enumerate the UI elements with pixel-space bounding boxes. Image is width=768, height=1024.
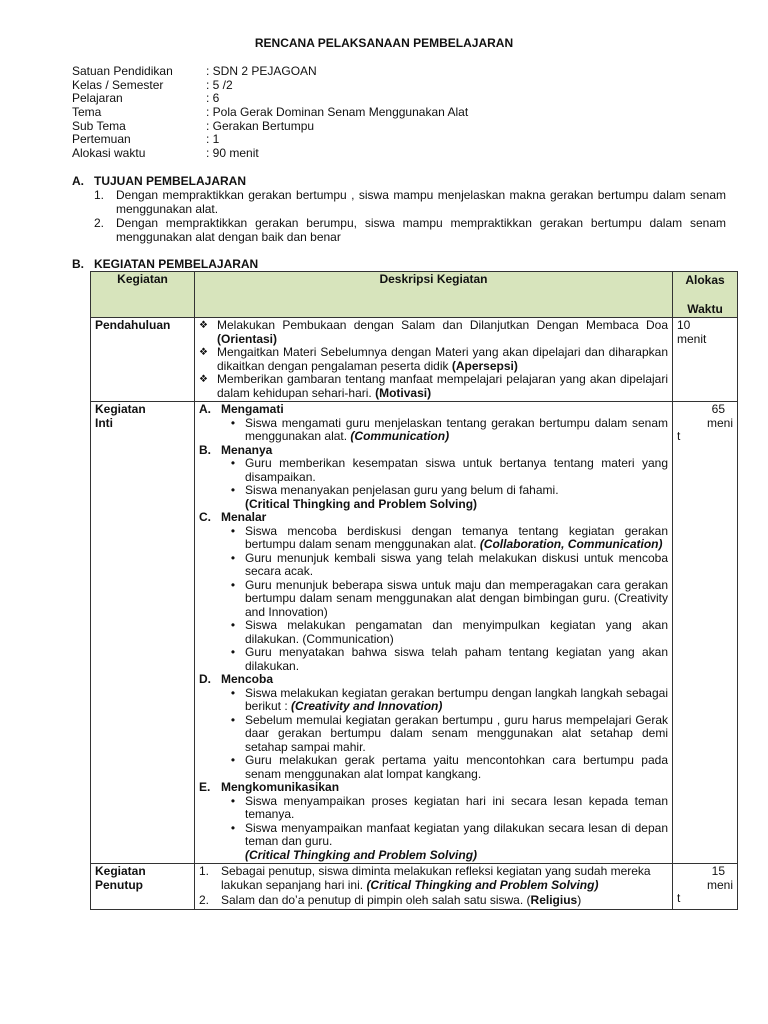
diamond-bullet-icon: ❖ [199, 347, 208, 358]
col-header-deskripsi: Deskripsi Kegiatan [195, 272, 673, 318]
goal-item: 2. Dengan mempraktikkan gerakan berumpu, siswa mampu mempraktikkan gerakan bertumpu dalam senam menggunakan alat dengan baik dan benar [94, 216, 726, 244]
list-item: • Guru menunjuk kembali siswa yang telah melakukan diskusi untuk mencoba secara acak. [230, 550, 668, 578]
step-heading: B. Menanya [199, 442, 273, 457]
phase-time: 15 meni t [673, 864, 738, 910]
list-item: • Sebelum memulai kegiatan gerakan bertumpu , guru harus mempelajari Gerak daar gerakan bertumpu dalam senam menggunakan alat setahap demi setahap sampai mahir. [230, 712, 668, 754]
phase-label: Kegiatan Inti [91, 402, 195, 864]
list-item: ❖ Melakukan Pembukaan dengan Salam dan Dilanjutkan Dengan Membaca Doa (Orientasi) [199, 318, 668, 346]
phase-time: 10 menit [673, 318, 738, 402]
activities-table [90, 271, 738, 910]
phase-label: Kegiatan Penutup [91, 864, 195, 910]
step-heading: C. Menalar [199, 510, 267, 524]
list-item: • Siswa melakukan pengamatan dan menyimpulkan kegiatan yang akan dilakukan. (Communication) [230, 618, 668, 646]
list-item: • Siswa mencoba berdiskusi dengan temanya tentang kegiatan gerakan bertumpu dalam senam menggunakan alat. (Collaboration, Communication) [230, 523, 668, 551]
meta-row-theme: Tema : Pola Gerak Dominan Senam Menggunakan Alat [72, 105, 469, 120]
diamond-bullet-icon: ❖ [199, 320, 208, 331]
step-heading: A. Mengamati [199, 402, 284, 416]
list-item: • Siswa menanyakan penjelasan guru yang belum di fahami. [230, 483, 559, 497]
meta-row-meeting: Pertemuan : 1 [72, 132, 220, 147]
phase-description [195, 402, 673, 864]
col-header-kegiatan: Kegiatan [91, 272, 195, 318]
table-row [91, 318, 738, 402]
table-row [91, 402, 738, 864]
col-header-waktu: Alokas Waktu [673, 272, 738, 318]
phase-description [195, 318, 673, 402]
phase-description [195, 864, 673, 910]
step-note: (Critical Thingking and Problem Solving) [245, 847, 478, 862]
document-meta [72, 65, 468, 161]
table-row [91, 864, 738, 910]
list-item: ❖ Memberikan gambaran tentang manfaat mempelajari pelajaran yang akan dipelajari dalam kehidupan sehari-hari. (Motivasi) [199, 372, 668, 400]
step-heading: E. Mengkomunikasikan [199, 780, 340, 794]
phase-label: Pendahuluan [91, 318, 195, 402]
list-item: 1. Sebagai penutup, siswa diminta melakukan refleksi kegiatan yang sudah mereka lakukan sepanjang hari ini. (Critical Thingking and Problem Solving) [199, 864, 651, 892]
list-item: ❖ Mengaitkan Materi Sebelumnya dengan Materi yang akan dipelajari dan diharapkan dikaitkan dengan pengalaman peserta didik (Apersepsi) [199, 345, 668, 373]
meta-row-lesson: Pelajaran : 6 [72, 91, 220, 106]
step-note: (Critical Thingking and Problem Solving) [245, 496, 478, 511]
list-item: • Siswa melakukan kegiatan gerakan bertumpu dengan langkah langkah sebagai berikut : (Creativity and Innovation) [230, 685, 668, 713]
goal-item: 1. Dengan mempraktikkan gerakan bertumpu , siswa mampu menjelaskan makna gerakan bertumpu dalam senam menggunakan alat. [94, 188, 726, 216]
list-item: • Guru melakukan gerak pertama yaitu mencontohkan cara bertumpu pada senam menggunakan alat lompat kangkang. [230, 753, 668, 781]
meta-row-subtheme: Sub Tema : Gerakan Bertumpu [72, 118, 315, 133]
table-header-row [91, 272, 738, 318]
learning-goals [94, 189, 726, 244]
list-item: • Guru memberikan kesempatan siswa untuk bertanya tentang materi yang disampaikan. [230, 456, 668, 484]
meta-row-school: Satuan Pendidikan : SDN 2 PEJAGOAN [72, 64, 317, 78]
section-b-heading: B. KEGIATAN PEMBELAJARAN [72, 257, 259, 271]
section-a-heading: A. TUJUAN PEMBELAJARAN [72, 174, 247, 188]
list-item: • Siswa mengamati guru menjelaskan tentang gerakan bertumpu dalam senam menggunakan alat. (Communication) [230, 415, 668, 443]
diamond-bullet-icon: ❖ [199, 374, 208, 385]
step-heading: D. Mencoba [199, 672, 274, 686]
list-item: • Siswa menyampaikan manfaat kegiatan yang dilakukan secara lesan di depan teman dan guru. [230, 820, 668, 848]
phase-time: 65 meni t [673, 402, 738, 864]
meta-row-time: Alokasi waktu : 90 menit [72, 146, 259, 161]
page-title: RENCANA PELAKSANAAN PEMBELAJARAN [254, 36, 514, 50]
meta-row-class: Kelas / Semester : 5 /2 [72, 77, 233, 92]
list-item: • Guru menyatakan bahwa siswa telah paham tentang kegiatan yang akan dilakukan. [230, 645, 668, 673]
list-item: • Siswa menyampaikan proses kegiatan hari ini secara lesan kepada teman temanya. [230, 793, 668, 821]
list-item: • Guru menunjuk beberapa siswa untuk maju dan memperagakan cara gerakan bertumpu dalam senam menggunakan alat dengan bimbingan guru. (Creativity and Innovation) [230, 577, 668, 619]
list-item: 2. Salam dan do’a penutup di pimpin oleh salah satu siswa. (Religius) [199, 893, 582, 907]
